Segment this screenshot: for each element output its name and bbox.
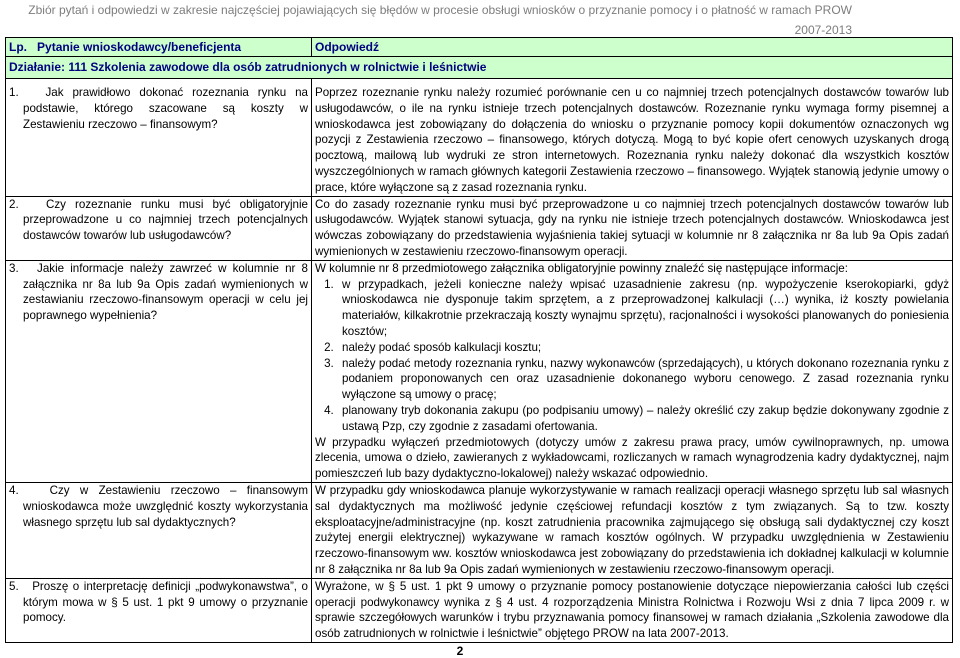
answer-cell: [312, 260, 953, 482]
list-item: 3. należy podać metody rozeznania rynku, nazwy wykonawców (sprzedających), u których dokonano rozeznania rynku z podaniem proponowanych cen oraz uzasadnienie dokonanego wyboru cenowego. Z zasad rozeznania rynku wyłączone są umowy o pracę;: [337, 356, 949, 403]
answer-list: [315, 277, 949, 435]
list-item: 1. w przypadkach, jeżeli konieczne należy wpisać uzasadnienie zakresu (np. wypożyczenie kserokopiarki, gdyż wnioskodawca nie dysponuje takim sprzętem, a z przeprowadzonej kalkulacji (…) wynika, iż koszty powielania materiałów, kilkakrotnie przekraczają koszty wynajmu sprzętu), racjonalności i wysokości planowanych do poniesienia kosztów;: [337, 277, 949, 340]
table-header-row: [6, 38, 953, 57]
list-item: 4. planowany tryb dokonania zakupu (po podpisaniu umowy) – należy określić czy zakup będzie dokonywany zgodnie z ustawą Pzp, czy zgodnie z zasadami ofertowania.: [337, 403, 949, 435]
answer-cell: [312, 196, 953, 260]
col-answer-label: Odpowiedź: [312, 38, 953, 57]
faq-table: [5, 37, 953, 643]
action-label: Działanie: 111 Szkolenia zawodowe dla osób zatrudnionych w rolnictwie i leśnictwie: [6, 57, 953, 79]
question-cell: [6, 260, 312, 482]
question-text: 4. Czy w Zestawieniu rzeczowo – finansowym wnioskodawca może uwzględnić koszty wykorzystania własnego sprzętu lub sal dydaktycznych?: [9, 483, 308, 529]
question-cell: [6, 578, 312, 642]
question-cell: [6, 196, 312, 260]
document-header: Zbiór pytań i odpowiedzi w zakresie najczęściej pojawiających się błędów w procesie obsługi wniosków o przyznanie pomocy i o płatność w ramach PROW 2007-2013: [28, 3, 852, 37]
answer-text: Wyrażone, w § 5 ust. 1 pkt 9 umowy o przyznanie pomocy postanowienie dotyczące niepowierzania całości lub części operacji podwykonawcy wynika z § 4 ust. 4 rozporządzenia Ministra Rolnictwa i Rozwoju Wsi z dnia 7 lipca 2009 r. w sprawie szczegółowych warunków i trybu przyznawania pomocy finansowej w ramach działania „Szkolenia zawodowe dla osób zatrudnionych w rolnictwie i leśnictwie” objętego PROW na lata 2007-2013.: [315, 579, 949, 641]
question-text: 2. Czy rozeznanie runku musi być obligatoryjnie przeprowadzone u co najmniej trzech potencjalnych dostawców towarów lub usługodawców?: [9, 197, 308, 243]
answer-outro: W przypadku wyłączeń przedmiotowych (dotyczy umów z zakresu prawa pracy, umów cywilnoprawnych, np. umowa zlecenia, umowa o dzieło, zawieranych z wykładowcami, rozliczanych w ramach wynagrodzenia kadry dydaktycznej, najm pomieszczeń lub bazy dydaktyczno-lokalowej) należy wskazać odpowiednio.: [315, 435, 949, 481]
page-number: 2: [456, 644, 464, 658]
answer-cell: [312, 79, 953, 197]
question-cell: [6, 482, 312, 578]
table-row: [6, 196, 953, 260]
question-cell: [6, 79, 312, 197]
action-row: [6, 57, 953, 79]
table-row: [6, 79, 953, 197]
answer-text: W przypadku gdy wnioskodawca planuje wykorzystywanie w ramach realizacji operacji własnego sprzętu lub sal własnych sal dydaktycznych ma możliwość jedynie częściowej refundacji kosztów z tym związanych. Są to tzw. koszty eksploatacyjne/administracyjne (np. koszt zatrudnienia pracownika zajmującego się obsługą sali dydaktycznej czy koszt zużytej energii elektrycznej) wykazywane w ramach kosztów ogólnych. W przypadku uwzględnienia w Zestawieniu rzeczowo-finansowym ww. kosztów wnioskodawca jest zobowiązany do przedstawienia ich dokładnej kalkulacji w kolumnie nr 8 załącznika nr 8a lub 9a Opis zadań wymienionych w zestawieniu rzeczowo-finansowym operacji.: [315, 483, 949, 576]
answer-intro: W kolumnie nr 8 przedmiotowego załącznika obligatoryjnie powinny znaleźć się następujące informacje:: [315, 261, 848, 275]
answer-cell: [312, 482, 953, 578]
table-row: [6, 482, 953, 578]
list-item: 2. należy podać sposób kalkulacji kosztu;: [337, 340, 949, 356]
answer-cell: [312, 578, 953, 642]
col-lp-label: Lp.: [9, 40, 27, 54]
answer-text: Poprzez rozeznanie rynku należy rozumieć porównanie cen u co najmniej trzech potencjalnych dostawców towarów lub usługodawców, o ile na rynku istnieje trzech potencjalnych dostawców. Rozeznanie rynku wymaga formy pisemnej a wnioskodawca jest zobowiązany do dołączenia do wniosku o przyznanie pomocy kopii dokumentów oznaczonych wg pozycji z Zestawienia rzeczowo – finansowego, których dotyczą. Mogą to być kopie ofert cenowych uzyskanych drogą pocztową, mailową lub wydruki ze stron internetowych. Rozeznania rynku należy dokonać dla wszystkich kosztów wyszczególnionych w ramach głównych kategorii Zestawienia rzeczowo – finansowego. Wyjątek stanowią jedynie umowy o prace, które wyłączone są z zasad rozeznania rynku.: [315, 86, 949, 194]
question-text: 5. Proszę o interpretację definicji „podwykonawstwa”, o którym mowa w § 5 ust. 1 pkt 9 umowy o przyznanie pomocy.: [9, 579, 308, 625]
answer-text: Co do zasady rozeznanie rynku musi być przeprowadzone u co najmniej trzech potencjalnych dostawców towarów lub usługodawców. Wyjątek stanowi sytuacja, gdy na rynku nie istnieje trzech potencjalnych dostawców. Wnioskodawca jest wówczas zobowiązany do przedstawienia wyjaśnienia takiej sytuacji w kolumnie nr 8 załącznika nr 8a lub 9a Opis zadań wymienionych w zestawieniu rzeczowo-finansowym operacji.: [315, 197, 949, 258]
question-text: 1. Jak prawidłowo dokonać rozeznania rynku na podstawie, którego szacowane są koszty w Zestawieniu rzeczowo – finansowym?: [9, 86, 308, 131]
question-text: 3. Jakie informacje należy zawrzeć w kolumnie nr 8 załącznika nr 8a lub 9a Opis zadań wymienionych w zestawianiu rzeczowo-finansowym operacji w celu jej poprawnego wypełnienia?: [9, 261, 308, 323]
col-question-label: Pytanie wnioskodawcy/beneficjenta: [37, 40, 242, 54]
table-row: [6, 578, 953, 642]
table-row: [6, 260, 953, 482]
question-header-cell: [6, 38, 312, 57]
